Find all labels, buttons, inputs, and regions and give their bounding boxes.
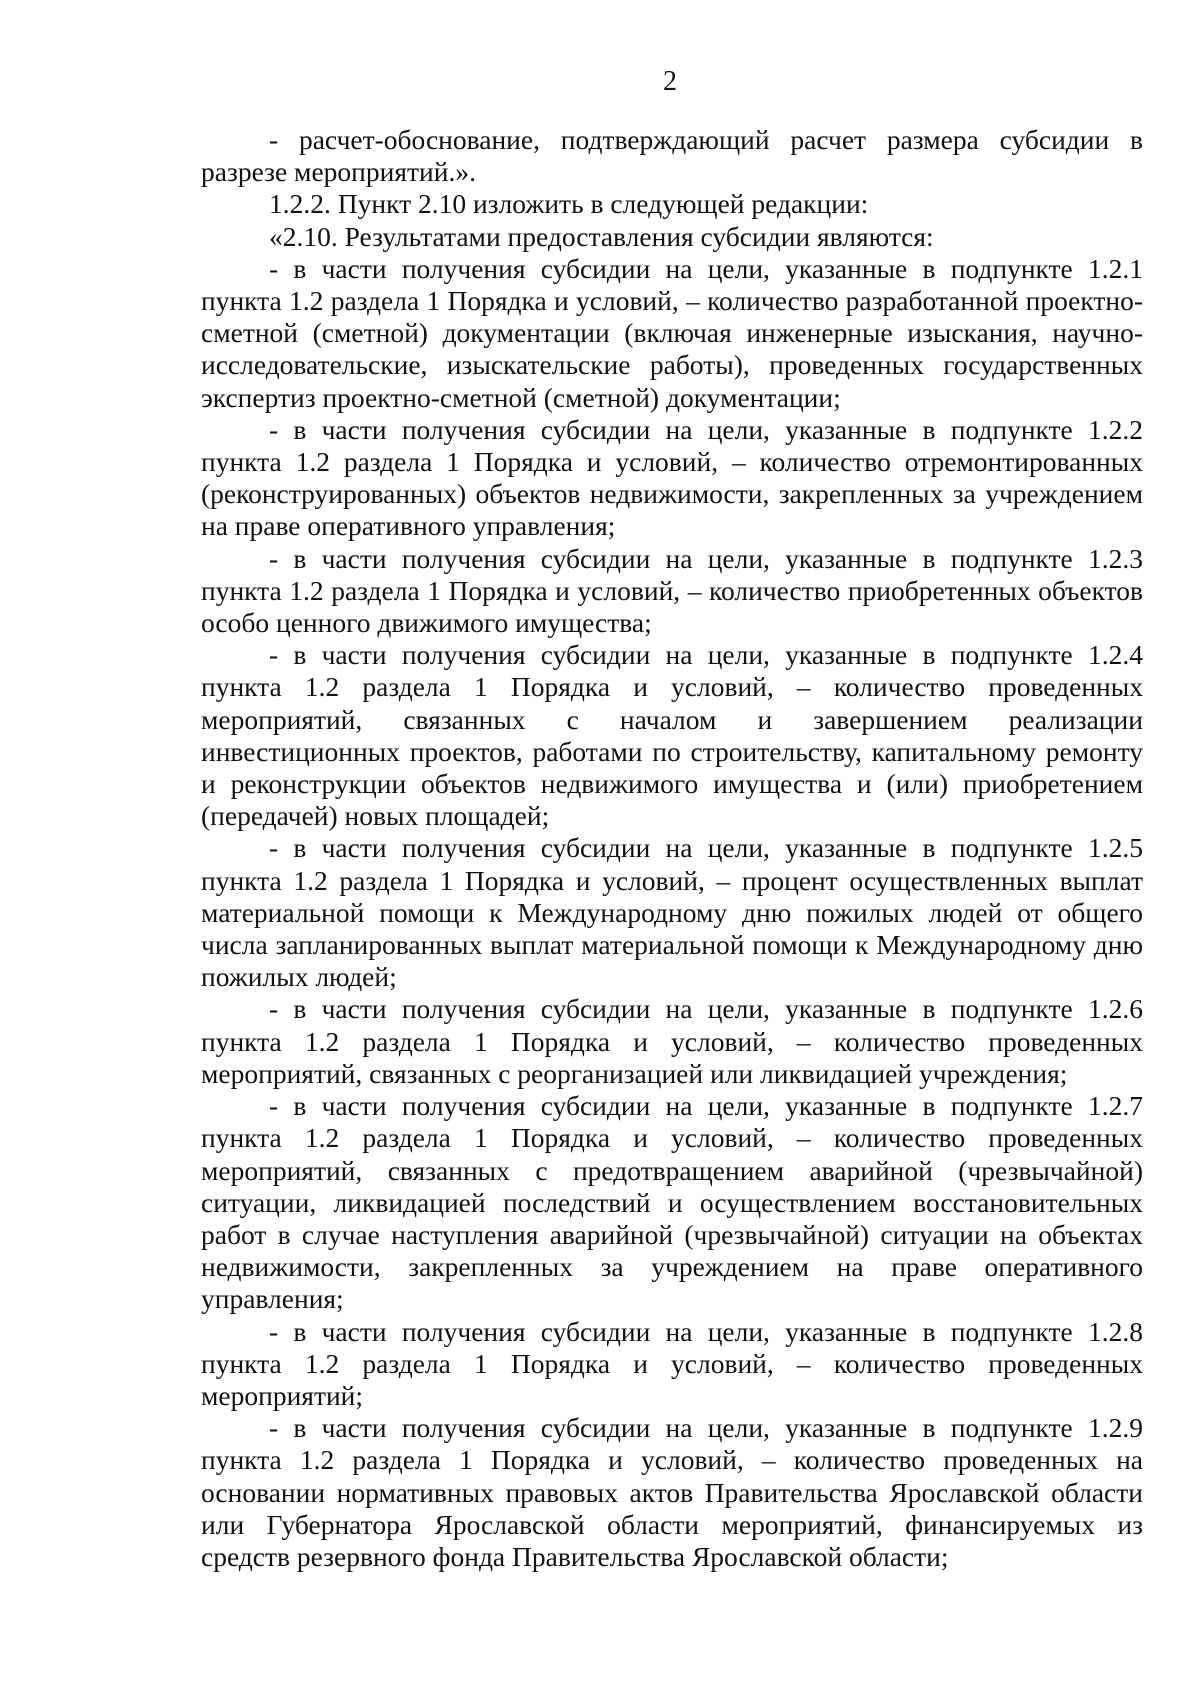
- paragraph-result-1-2-5: - в части получения субсидии на цели, указанные в подпункте 1.2.5 пункта 1.2 раздела 1 Порядка и условий, – процент осуществленных выплат материальной помощи к Международному дню пожилых людей от общего числа запланированных выплат материальной помощи к Международному дню пожилых людей;: [201, 832, 1143, 993]
- document-body: [201, 124, 1143, 1573]
- paragraph-result-1-2-2: - в части получения субсидии на цели, указанные в подпункте 1.2.2 пункта 1.2 раздела 1 Порядка и условий, – количество отремонтированных (реконструированных) объектов недвижимости, закрепленных за учреждением на праве оперативного управления;: [201, 413, 1143, 542]
- paragraph-result-1-2-1: - в части получения субсидии на цели, указанные в подпункте 1.2.1 пункта 1.2 раздела 1 Порядка и условий, – количество разработанной проектно-сметной (сметной) документации (включая инженерные изыскания, научно-исследовательские, изыскательские работы), проведенных государственных экспертиз проектно-сметной (сметной) документации;: [201, 252, 1143, 413]
- paragraph-result-1-2-6: - в части получения субсидии на цели, указанные в подпункте 1.2.6 пункта 1.2 раздела 1 Порядка и условий, – количество проведенных мероприятий, связанных с реорганизацией или ликвидацией учреждения;: [201, 993, 1143, 1089]
- paragraph-result-1-2-9: - в части получения субсидии на цели, указанные в подпункте 1.2.9 пункта 1.2 раздела 1 Порядка и условий, – количество проведенных на основании нормативных правовых актов Правительства Ярославской области или Губернатора Ярославской области мероприятий, финансируемых из средств резервного фонда Правительства Ярославской области;: [201, 1412, 1143, 1572]
- paragraph-result-1-2-8: - в части получения субсидии на цели, указанные в подпункте 1.2.8 пункта 1.2 раздела 1 Порядка и условий, – количество проведенных мероприятий;: [201, 1315, 1143, 1411]
- paragraph-item-2-10: «2.10. Результатами предоставления субсидии являются:: [269, 220, 934, 252]
- paragraph-calculation-justification: - расчет-обоснование, подтверждающий расчет размера субсидии в разрезе мероприятий.».: [201, 124, 1143, 188]
- paragraph-item-1-2-2: 1.2.2. Пункт 2.10 изложить в следующей редакции:: [269, 188, 869, 220]
- paragraph-result-1-2-4: - в части получения субсидии на цели, указанные в подпункте 1.2.4 пункта 1.2 раздела 1 Порядка и условий, – количество проведенных мероприятий, связанных с началом и завершением реализации инвестиционных проектов, работами по строительству, капитальному ремонту и реконструкции объектов недвижимого имущества и (или) приобретением (передачей) новых площадей;: [201, 639, 1143, 832]
- paragraph-result-1-2-3: - в части получения субсидии на цели, указанные в подпункте 1.2.3 пункта 1.2 раздела 1 Порядка и условий, – количество приобретенных объектов особо ценного движимого имущества;: [201, 542, 1143, 639]
- paragraph-result-1-2-7: - в части получения субсидии на цели, указанные в подпункте 1.2.7 пункта 1.2 раздела 1 Порядка и условий, – количество проведенных мероприятий, связанных с предотвращением аварийной (чрезвычайной) ситуации, ликвидацией последствий и осуществлением восстановительных работ в случае наступления аварийной (чрезвычайной) ситуации на объектах недвижимости, закрепленных за учреждением на праве оперативного управления;: [201, 1090, 1143, 1315]
- page-number: 2: [663, 66, 677, 97]
